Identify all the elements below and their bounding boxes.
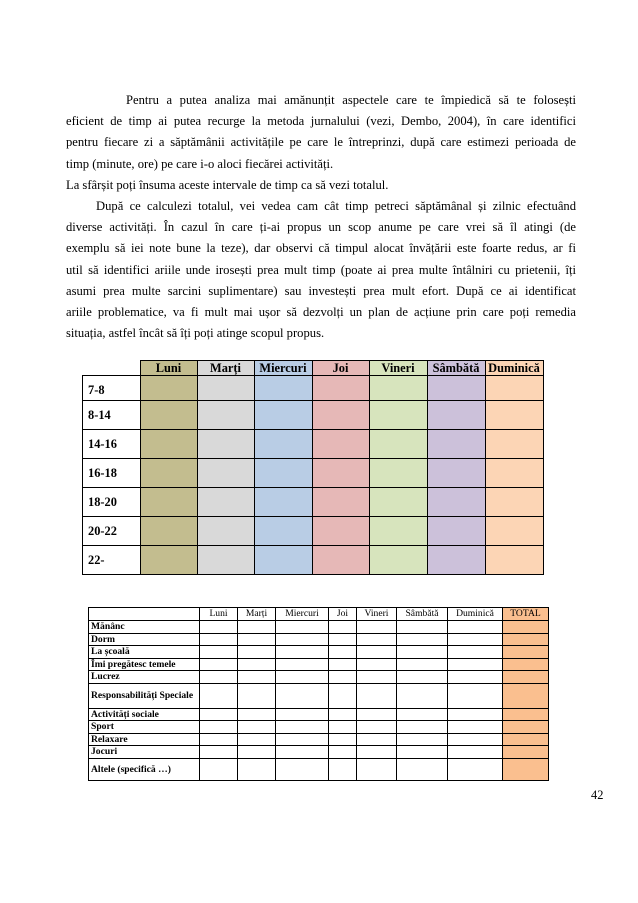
activity-total-cell[interactable] [503,708,549,721]
schedule-cell[interactable] [369,376,427,401]
activity-day-header: Vineri [357,608,397,621]
activity-cell[interactable] [329,758,357,780]
activity-total-cell[interactable] [503,758,549,780]
activity-label: Activități sociale [89,708,200,721]
schedule-cell[interactable] [369,517,427,546]
activity-row [89,708,549,721]
activity-cell[interactable] [276,721,329,734]
schedule-cell[interactable] [197,546,254,575]
schedule-cell[interactable] [427,517,485,546]
activity-label: Mănânc [89,621,200,634]
schedule-cell[interactable] [140,546,197,575]
activity-row [89,721,549,734]
schedule-row [83,459,544,488]
schedule-cell[interactable] [369,459,427,488]
activity-cell[interactable] [238,683,276,708]
activity-label: Lucrez [89,671,200,684]
activity-cell[interactable] [276,708,329,721]
activity-cell[interactable] [397,746,448,759]
activity-cell[interactable] [329,671,357,684]
activity-cell[interactable] [200,621,238,634]
activity-cell[interactable] [276,733,329,746]
schedule-header-row [83,361,544,376]
schedule-cell[interactable] [312,459,369,488]
activity-label: La școală [89,646,200,659]
activity-cell[interactable] [397,633,448,646]
activity-label: Relaxare [89,733,200,746]
schedule-cell[interactable] [485,517,543,546]
activity-cell[interactable] [238,733,276,746]
activity-cell[interactable] [357,746,397,759]
activity-cell[interactable] [238,621,276,634]
activity-total-cell[interactable] [503,658,549,671]
schedule-cell[interactable] [485,401,543,430]
schedule-cell[interactable] [369,430,427,459]
activity-cell[interactable] [397,658,448,671]
schedule-cell[interactable] [427,488,485,517]
paragraph-3-line-5: asumi prea multe sarcini suplimentare) sau investești prea mult efort. După ce ai identificat [66,283,576,298]
activity-cell[interactable] [329,621,357,634]
activity-cell[interactable] [200,633,238,646]
paragraph-3-line-7: situația, astfel încât să îți poți atinge scopul propus. [66,326,325,341]
activity-cell[interactable] [276,633,329,646]
paragraph-1-line-1: Pentru a putea analiza mai amănunțit aspectele care te împiedică să te folosești [126,93,576,107]
activity-cell[interactable] [329,646,357,659]
activity-cell[interactable] [448,733,503,746]
activity-cell[interactable] [397,621,448,634]
schedule-time-label: 20-22 [83,517,141,546]
paragraph-2-line-1: La sfârșit poți însuma aceste intervale de timp ca să vezi totalul. [66,177,389,192]
activity-cell[interactable] [238,708,276,721]
activity-cell[interactable] [238,721,276,734]
activity-cell[interactable] [276,658,329,671]
schedule-cell[interactable] [254,401,312,430]
activity-cell[interactable] [448,671,503,684]
schedule-cell[interactable] [197,401,254,430]
activity-cell[interactable] [200,646,238,659]
schedule-row [83,401,544,430]
schedule-day-header: Luni [140,361,197,376]
activity-cell[interactable] [329,733,357,746]
schedule-cell[interactable] [485,459,543,488]
activity-cell[interactable] [448,683,503,708]
schedule-row [83,430,544,459]
activity-cell[interactable] [276,758,329,780]
activity-cell[interactable] [448,658,503,671]
activity-total-cell[interactable] [503,671,549,684]
schedule-cell[interactable] [254,430,312,459]
schedule-cell[interactable] [140,488,197,517]
schedule-cell[interactable] [312,546,369,575]
activity-label: Îmi pregătesc temele [89,658,200,671]
activity-cell[interactable] [357,758,397,780]
activity-day-header: Sâmbătă [397,608,448,621]
activity-cell[interactable] [329,658,357,671]
schedule-cell[interactable] [427,430,485,459]
activity-total-cell[interactable] [503,633,549,646]
paragraph-3-line-3: exemplu să iei note bune la teze), dar observi că timpul alocat învățării este foarte redus, ar fi [66,241,576,256]
activity-cell[interactable] [329,721,357,734]
schedule-cell[interactable] [312,430,369,459]
schedule-time-label: 16-18 [83,459,141,488]
activity-cell[interactable] [357,658,397,671]
schedule-cell[interactable] [485,488,543,517]
schedule-cell[interactable] [485,430,543,459]
activity-cell[interactable] [397,671,448,684]
schedule-table [82,360,544,575]
activity-cell[interactable] [329,633,357,646]
activity-cell[interactable] [357,633,397,646]
activity-day-header: Miercuri [276,608,329,621]
activity-cell[interactable] [448,646,503,659]
schedule-row [83,517,544,546]
activity-total-cell[interactable] [503,733,549,746]
paragraph-3-line-1: După ce calculezi totalul, vei vedea cam cât timp petreci săptămânal și zilnic efectuând [96,199,576,214]
activity-cell[interactable] [357,683,397,708]
schedule-cell[interactable] [254,488,312,517]
activity-row [89,646,549,659]
activity-label: Sport [89,721,200,734]
activity-cell[interactable] [448,633,503,646]
schedule-time-label: 8-14 [83,401,141,430]
schedule-cell[interactable] [312,376,369,401]
activity-cell[interactable] [238,646,276,659]
activity-corner-cell [89,608,200,621]
activity-row [89,758,549,780]
activity-total-cell[interactable] [503,621,549,634]
activity-cell[interactable] [329,683,357,708]
schedule-time-label: 22- [83,546,141,575]
schedule-cell[interactable] [140,517,197,546]
activity-cell[interactable] [397,721,448,734]
activity-cell[interactable] [200,758,238,780]
activity-cell[interactable] [357,708,397,721]
activity-cell[interactable] [200,733,238,746]
activity-cell[interactable] [357,621,397,634]
activity-row [89,671,549,684]
schedule-cell[interactable] [427,459,485,488]
activity-total-cell[interactable] [503,646,549,659]
activity-cell[interactable] [397,733,448,746]
activity-cell[interactable] [200,746,238,759]
activity-cell[interactable] [238,671,276,684]
activity-label: Jocuri [89,746,200,759]
schedule-cell[interactable] [369,546,427,575]
schedule-cell[interactable] [140,430,197,459]
schedule-cell[interactable] [427,546,485,575]
schedule-day-header: Joi [312,361,369,376]
activity-row [89,683,549,708]
activity-cell[interactable] [276,746,329,759]
schedule-cell[interactable] [140,376,197,401]
activity-row [89,733,549,746]
activity-cell[interactable] [397,758,448,780]
activity-cell[interactable] [276,683,329,708]
body-text [66,90,576,344]
activity-total-header: TOTAL [503,608,549,621]
activity-cell[interactable] [357,671,397,684]
schedule-cell[interactable] [427,376,485,401]
activity-cell[interactable] [448,721,503,734]
activity-cell[interactable] [200,721,238,734]
schedule-row [83,488,544,517]
activity-cell[interactable] [238,658,276,671]
activity-day-header: Duminică [448,608,503,621]
activity-total-cell[interactable] [503,721,549,734]
schedule-cell[interactable] [197,430,254,459]
activity-day-header: Luni [200,608,238,621]
activity-cell[interactable] [357,733,397,746]
activity-cell[interactable] [238,746,276,759]
schedule-day-header: Miercuri [254,361,312,376]
activity-cell[interactable] [448,708,503,721]
schedule-time-label: 7-8 [83,376,141,401]
activity-cell[interactable] [357,721,397,734]
activity-cell[interactable] [276,621,329,634]
activity-row [89,633,549,646]
activity-label: Responsabilități Speciale [89,683,200,708]
activity-label: Dorm [89,633,200,646]
activity-cell[interactable] [397,708,448,721]
activity-total-cell[interactable] [503,746,549,759]
schedule-cell[interactable] [369,401,427,430]
activity-cell[interactable] [329,708,357,721]
activity-cell[interactable] [448,758,503,780]
activity-cell[interactable] [276,646,329,659]
schedule-cell[interactable] [485,546,543,575]
paragraph-3-line-4: util să identifici ariile unde irosești prea mult timp (poate ai prea multe întâlniri cu prietenii, îți [66,262,576,277]
paragraph-3-line-2: diverse activități. În cazul în care ți-ai propus un scop anume pe care vrei să îl atingi (de [66,220,576,235]
paragraph-1-line-4: timp (minute, ore) pe care i-o aloci fiecărei activități. [66,156,334,171]
activity-cell[interactable] [200,671,238,684]
schedule-row [83,376,544,401]
paragraph-3-line-6: ariile problematice, va fi mult mai ușor să dezvolți un plan de acțiune prin care poți remedia [66,305,576,320]
activity-row [89,746,549,759]
schedule-day-header: Duminică [485,361,543,376]
activity-cell[interactable] [238,633,276,646]
activity-cell[interactable] [200,683,238,708]
schedule-time-label: 14-16 [83,430,141,459]
schedule-cell[interactable] [254,517,312,546]
activity-cell[interactable] [200,658,238,671]
activity-day-header: Marți [238,608,276,621]
schedule-cell[interactable] [254,376,312,401]
schedule-day-header: Sâmbătă [427,361,485,376]
schedule-cell[interactable] [485,376,543,401]
schedule-day-header: Vineri [369,361,427,376]
schedule-row [83,546,544,575]
activity-row [89,621,549,634]
schedule-cell[interactable] [312,401,369,430]
schedule-corner-cell [83,361,141,376]
paragraph-1-line-3: pentru fiecare zi a săptămânii activitățile pe care le întreprinzi, după care estimezi perioada de [66,135,576,150]
activity-cell[interactable] [238,758,276,780]
activity-cell[interactable] [200,708,238,721]
schedule-time-label: 18-20 [83,488,141,517]
activity-day-header: Joi [329,608,357,621]
activity-cell[interactable] [329,746,357,759]
activity-cell[interactable] [357,646,397,659]
page-number: 42 [591,788,604,802]
schedule-day-header: Marți [197,361,254,376]
paragraph-1-line-2: eficient de timp ai putea recurge la metoda jurnalului (vezi, Dembo, 2004), în care identifici [66,114,576,129]
schedule-cell[interactable] [197,517,254,546]
schedule-cell[interactable] [254,546,312,575]
schedule-cell[interactable] [197,376,254,401]
activity-total-cell[interactable] [503,683,549,708]
activity-cell[interactable] [276,671,329,684]
activity-cell[interactable] [397,683,448,708]
activity-label: Altele (specifică …) [89,758,200,780]
activity-table [88,607,549,781]
schedule-cell[interactable] [427,401,485,430]
schedule-cell[interactable] [140,459,197,488]
schedule-cell[interactable] [254,459,312,488]
schedule-cell[interactable] [140,401,197,430]
activity-cell[interactable] [448,746,503,759]
schedule-cell[interactable] [197,459,254,488]
activity-row [89,658,549,671]
activity-header-row [89,608,549,621]
schedule-cell[interactable] [197,488,254,517]
schedule-cell[interactable] [312,517,369,546]
activity-cell[interactable] [397,646,448,659]
schedule-cell[interactable] [312,488,369,517]
schedule-cell[interactable] [369,488,427,517]
activity-cell[interactable] [448,621,503,634]
